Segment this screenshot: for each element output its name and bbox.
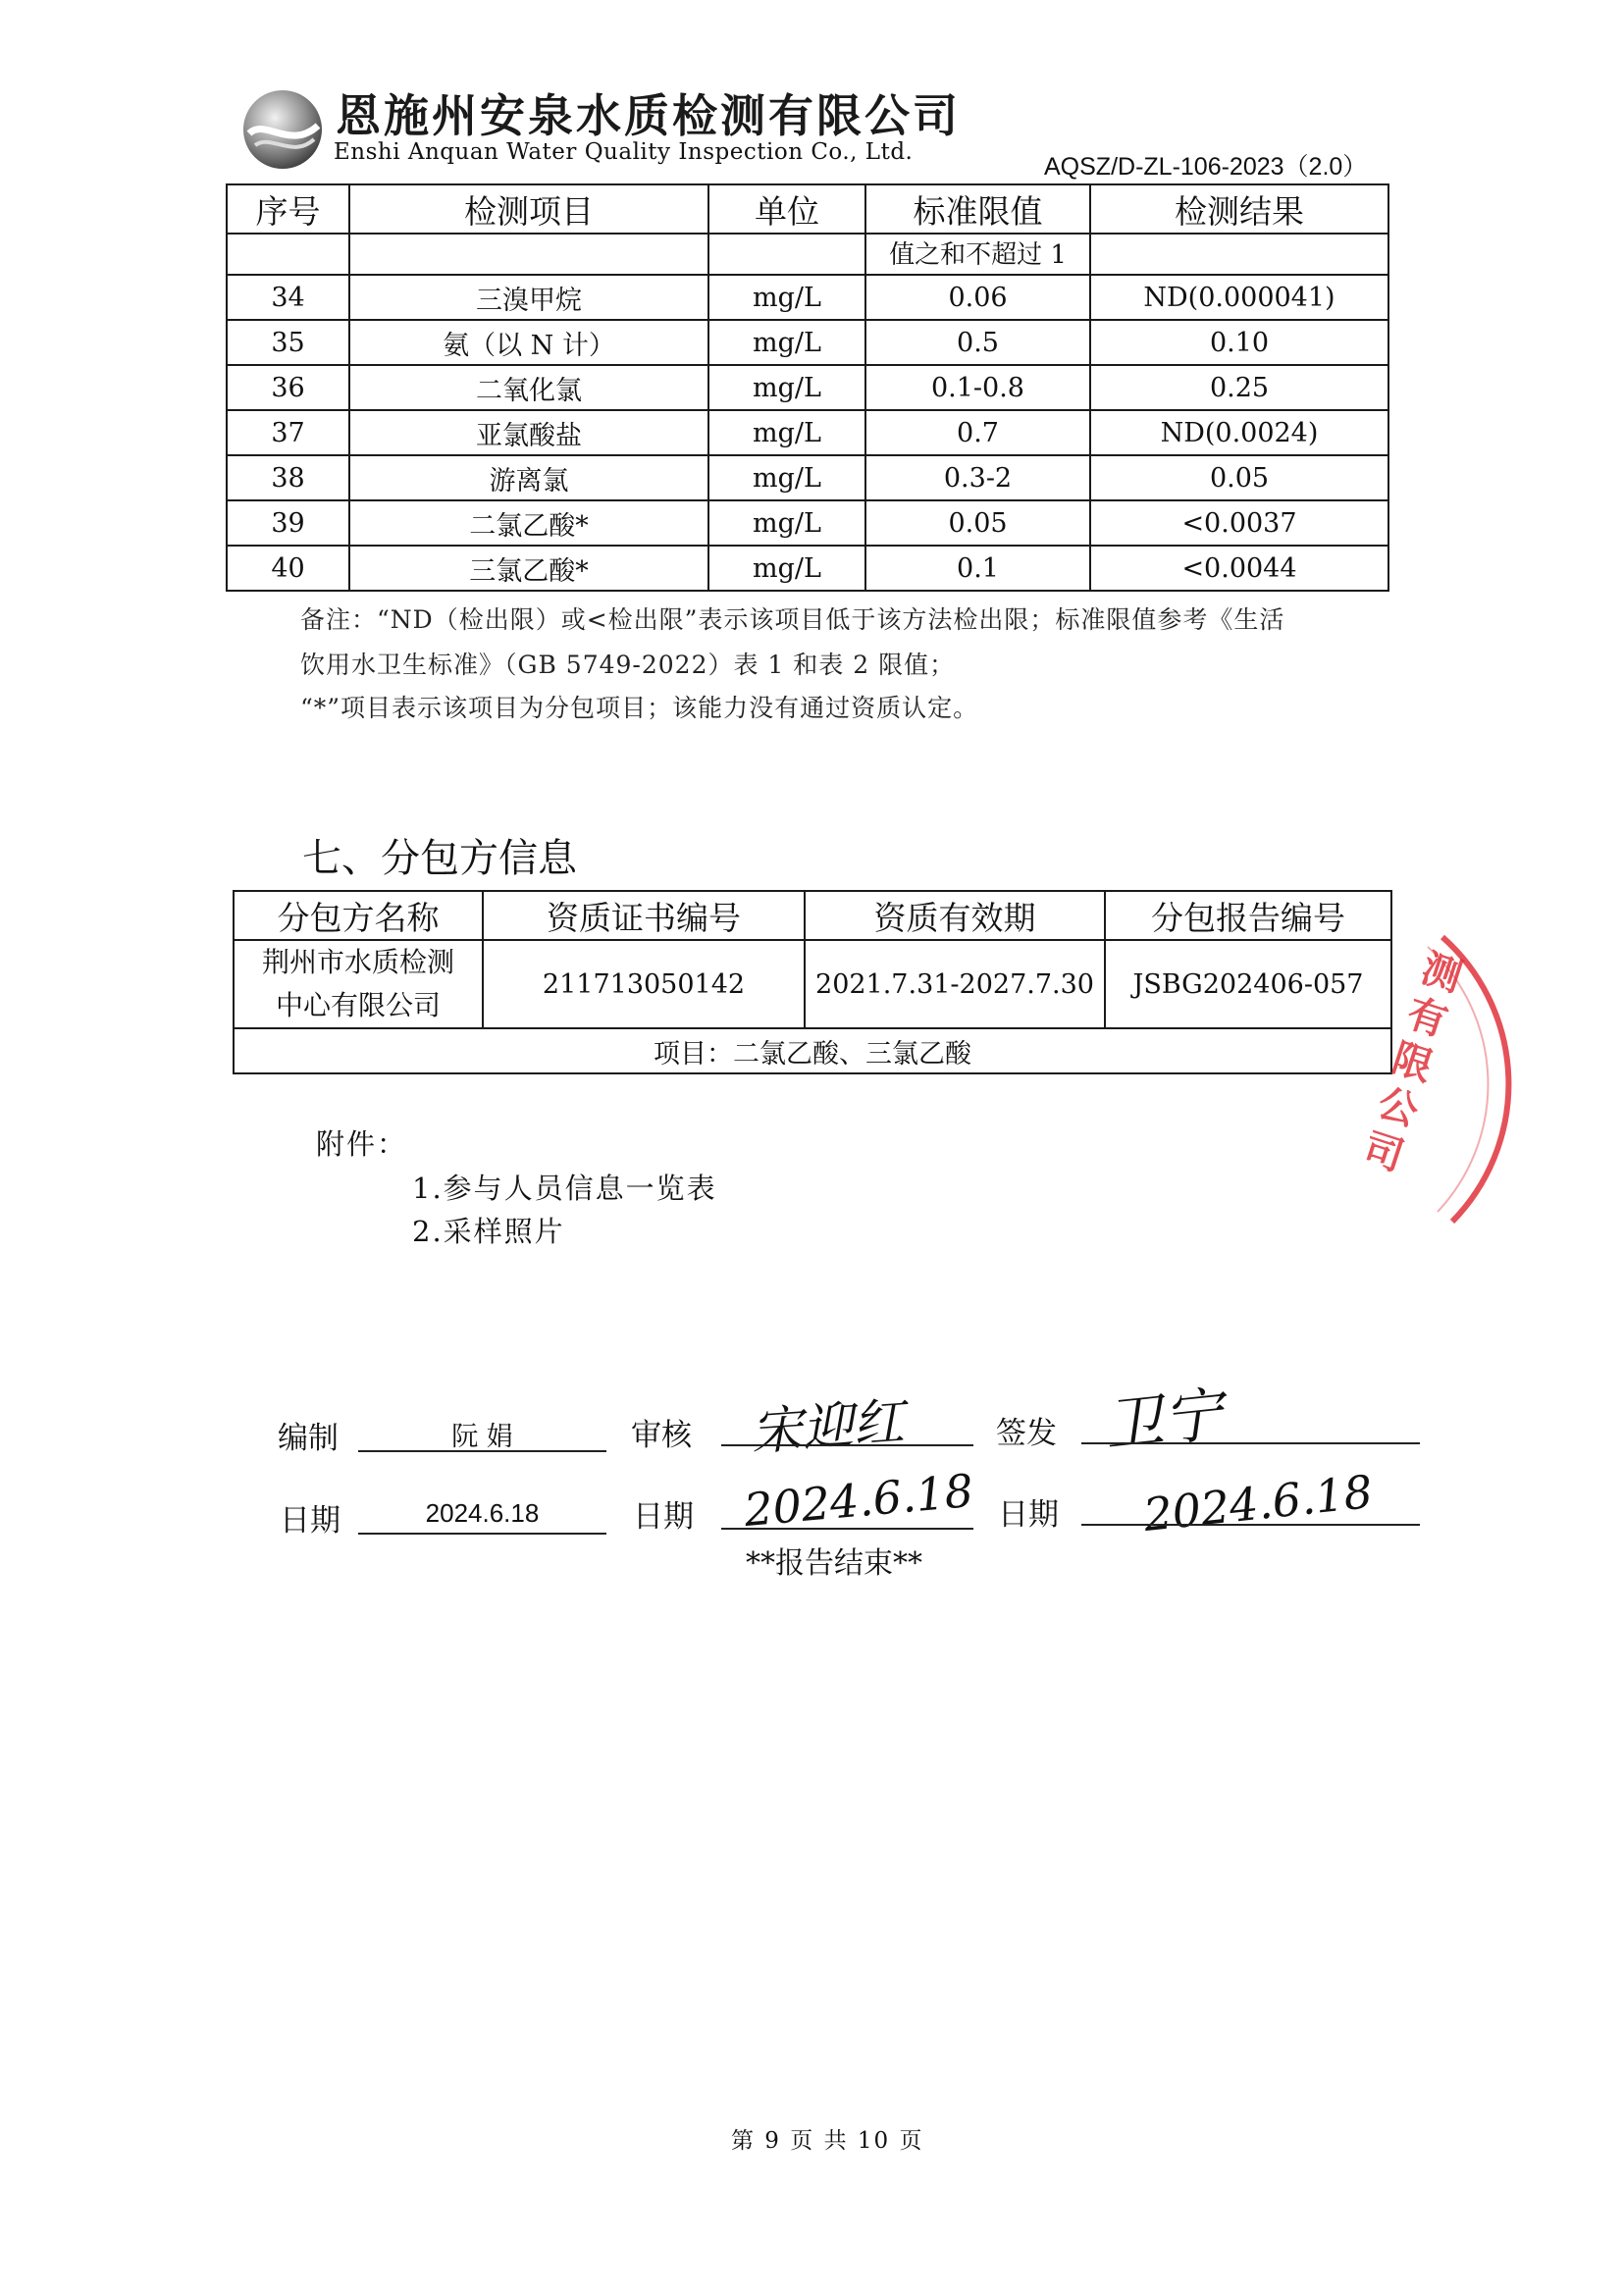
issue-label: 签发 <box>996 1416 1057 1451</box>
col-header-no: 序号 <box>227 184 349 234</box>
results-table <box>226 183 1389 592</box>
compiled-date-line <box>358 1533 606 1535</box>
attachment-item: 1.参与人员信息一览表 <box>412 1172 717 1205</box>
col-header-validity: 资质有效期 <box>805 891 1105 940</box>
water-drop-logo-icon <box>241 88 324 171</box>
cell-item: 氨（以 N 计） <box>349 320 708 365</box>
cell-item: 游离氯 <box>349 455 708 500</box>
cell-item: 二氯乙酸* <box>349 500 708 546</box>
compiled-date: 2024.6.18 <box>425 1498 540 1528</box>
compiled-label: 编制 <box>278 1421 339 1456</box>
cell-item: 三溴甲烷 <box>349 275 708 320</box>
table-row <box>234 1028 1391 1073</box>
cell-limit: 0.1 <box>865 546 1090 591</box>
table-row <box>227 234 1388 275</box>
issue-date-line <box>1081 1524 1420 1526</box>
subcontractor-name-line1: 荆州市水质检测 <box>261 946 454 978</box>
date-label: 日期 <box>633 1499 694 1535</box>
cell-no: 36 <box>227 365 349 410</box>
table-header-row <box>227 184 1388 234</box>
compiled-line <box>358 1450 606 1452</box>
table-row <box>227 455 1388 500</box>
cell-no: 34 <box>227 275 349 320</box>
validity: 2021.7.31-2027.7.30 <box>805 940 1105 1028</box>
cell-unit: mg/L <box>708 410 865 455</box>
col-header-subcontractor: 分包方名称 <box>234 891 483 940</box>
cell-result: ND(0.0024) <box>1090 410 1388 455</box>
review-date-line <box>721 1528 973 1530</box>
attachments-title: 附件： <box>316 1127 408 1161</box>
company-name-cn: 恩施州安泉水质检测有限公司 <box>336 89 961 142</box>
review-label: 审核 <box>631 1418 692 1453</box>
cell-unit: mg/L <box>708 546 865 591</box>
cell-limit: 0.1-0.8 <box>865 365 1090 410</box>
attachment-item: 2.采样照片 <box>412 1215 565 1248</box>
cert-no: 211713050142 <box>483 940 805 1028</box>
cell-unit: mg/L <box>708 275 865 320</box>
subcontractor-name-line2: 中心有限公司 <box>275 989 441 1021</box>
cell-limit: 0.7 <box>865 410 1090 455</box>
note-line-2: 饮用水卫生标准》（GB 5749-2022）表 1 和表 2 限值； <box>300 651 956 679</box>
date-label: 日期 <box>998 1497 1059 1533</box>
compiled-by: 阮 娟 <box>451 1422 513 1452</box>
cell-result: <0.0044 <box>1090 546 1388 591</box>
subcontract-table <box>233 890 1392 1074</box>
cell-unit: mg/L <box>708 455 865 500</box>
cell-result: 0.05 <box>1090 455 1388 500</box>
cell-limit: 0.05 <box>865 500 1090 546</box>
table-row <box>227 320 1388 365</box>
note-line-3: “*”项目表示该项目为分包项目；该能力没有通过资质认定。 <box>300 694 979 722</box>
table-row <box>227 410 1388 455</box>
company-name-en: Enshi Anquan Water Quality Inspection Co., Ltd. <box>334 139 914 165</box>
cell <box>349 234 708 275</box>
cell-item: 亚氯酸盐 <box>349 410 708 455</box>
cell-result: ND(0.000041) <box>1090 275 1388 320</box>
cell <box>708 234 865 275</box>
subcontract-project: 项目：二氯乙酸、三氯乙酸 <box>234 1028 1391 1073</box>
report-no: JSBG202406-057 <box>1105 940 1391 1028</box>
cell-no: 38 <box>227 455 349 500</box>
note-line-1: 备注：“ND（检出限）或<检出限”表示该项目低于该方法检出限；标准限值参考《生活 <box>300 605 1285 634</box>
cell-limit: 0.5 <box>865 320 1090 365</box>
cell-unit: mg/L <box>708 365 865 410</box>
document-code: AQSZ/D-ZL-106-2023（2.0） <box>1044 153 1368 181</box>
cell-item: 三氯乙酸* <box>349 546 708 591</box>
review-line <box>721 1444 973 1446</box>
table-row <box>227 546 1388 591</box>
col-header-unit: 单位 <box>708 184 865 234</box>
cell-unit: mg/L <box>708 320 865 365</box>
subcontractor-name <box>234 940 483 1028</box>
page-number: 第 9 页 共 10 页 <box>731 2128 924 2154</box>
issue-date: 2024.6.18 <box>1140 1464 1376 1542</box>
cell <box>1090 234 1388 275</box>
cell-limit: 0.3-2 <box>865 455 1090 500</box>
col-header-limit: 标准限值 <box>865 184 1090 234</box>
cell-no: 40 <box>227 546 349 591</box>
review-signature: 宋迎红 <box>749 1392 907 1463</box>
issue-line <box>1081 1442 1420 1444</box>
table-row <box>227 365 1388 410</box>
cell-limit: 0.06 <box>865 275 1090 320</box>
table-row <box>227 275 1388 320</box>
cell-result: 0.10 <box>1090 320 1388 365</box>
table-header-row <box>234 891 1391 940</box>
cell-item: 二氧化氯 <box>349 365 708 410</box>
section-title: 七、分包方信息 <box>302 836 577 881</box>
report-end: **报告结束** <box>746 1546 922 1581</box>
cell-no: 39 <box>227 500 349 546</box>
cell <box>227 234 349 275</box>
cell-no: 35 <box>227 320 349 365</box>
col-header-cert-no: 资质证书编号 <box>483 891 805 940</box>
col-header-item: 检测项目 <box>349 184 708 234</box>
cell-result: <0.0037 <box>1090 500 1388 546</box>
review-date: 2024.6.18 <box>742 1463 976 1538</box>
col-header-report-no: 分包报告编号 <box>1105 891 1391 940</box>
limit-continuation: 值之和不超过 1 <box>865 234 1090 275</box>
col-header-result: 检测结果 <box>1090 184 1388 234</box>
table-row <box>227 500 1388 546</box>
table-row <box>234 940 1391 1028</box>
cell-no: 37 <box>227 410 349 455</box>
cell-unit: mg/L <box>708 500 865 546</box>
issue-signature: 卫宁 <box>1101 1380 1226 1462</box>
date-label: 日期 <box>280 1503 340 1539</box>
cell-result: 0.25 <box>1090 365 1388 410</box>
seal-text: 测有限公司 <box>1357 946 1468 1180</box>
